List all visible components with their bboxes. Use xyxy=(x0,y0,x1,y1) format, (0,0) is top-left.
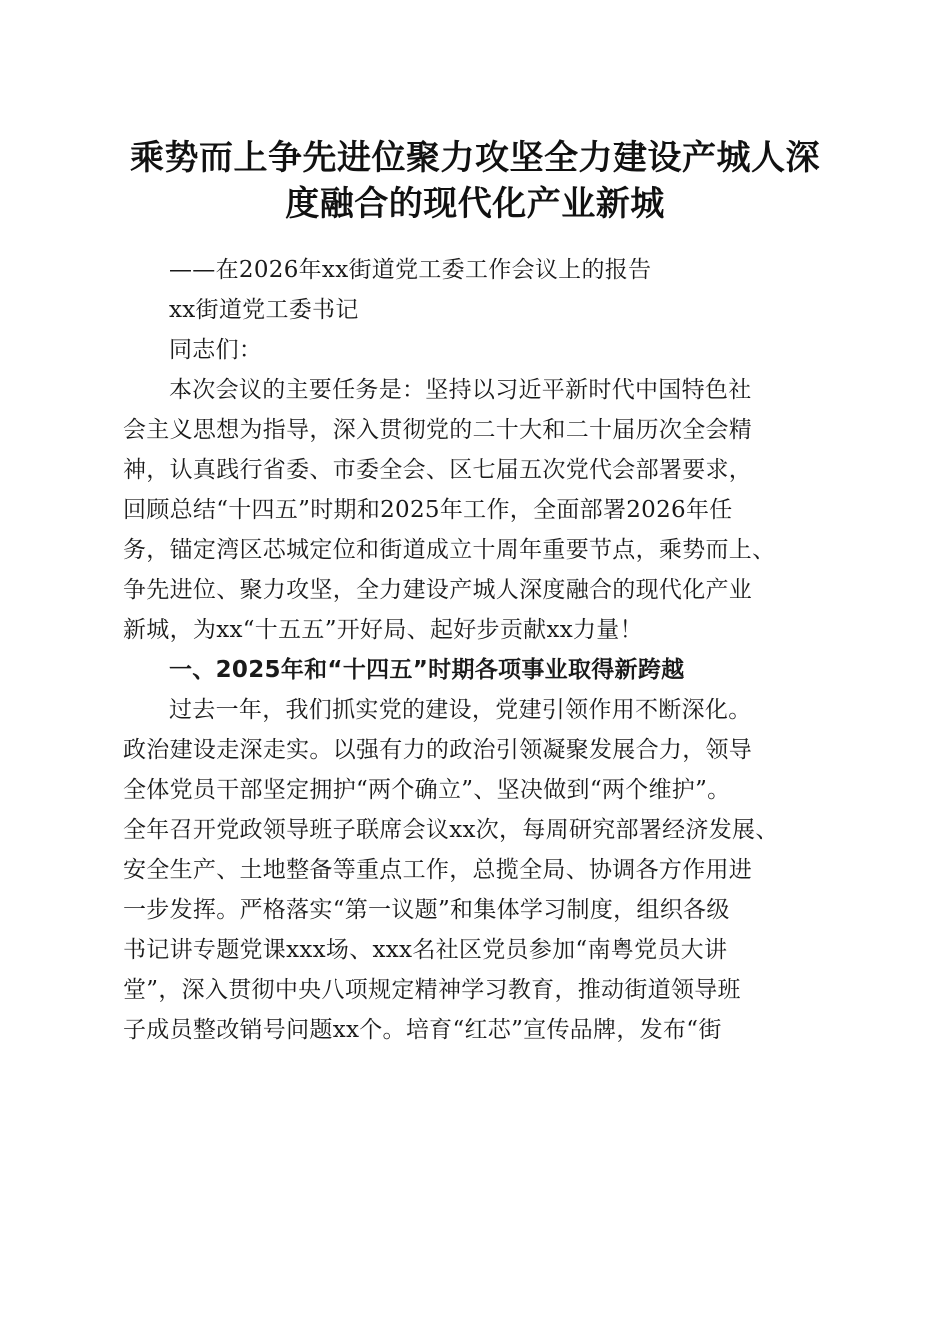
paragraph-line: 回顾总结“十四五”时期和2025年工作，全面部署2026年任 xyxy=(123,497,733,523)
section-heading: 一、2025年和“十四五”时期各项事业取得新跨越 xyxy=(169,657,685,683)
title-line-2: 度融合的现代化产业新城 xyxy=(285,184,665,224)
paragraph-line: 政治建设走深走实。以强有力的政治引领凝聚发展合力，领导 xyxy=(123,737,753,763)
paragraph-line: 过去一年，我们抓实党的建设，党建引领作用不断深化。 xyxy=(169,697,752,723)
author: xx街道党工委书记 xyxy=(169,297,359,323)
document-body xyxy=(123,250,843,1050)
subtitle: ——在2026年xx街道党工委工作会议上的报告 xyxy=(169,257,652,283)
paragraph-line: 全年召开党政领导班子联席会议xx次，每周研究部署经济发展、 xyxy=(123,817,779,843)
paragraph-line: 神，认真践行省委、市委全会、区七届五次党代会部署要求， xyxy=(123,457,753,483)
paragraph-line: 书记讲专题党课xxx场、xxx名社区党员参加“南粤党员大讲 xyxy=(123,937,728,963)
paragraph-line: 一步发挥。严格落实“第一议题”和集体学习制度，组织各级 xyxy=(123,897,730,923)
salutation: 同志们： xyxy=(169,337,263,363)
paragraph-line: 争先进位、聚力攻坚，全力建设产城人深度融合的现代化产业 xyxy=(123,577,753,603)
paragraph-line: 会主义思想为指导，深入贯彻党的二十大和二十届历次全会精 xyxy=(123,417,753,443)
document-title xyxy=(100,135,850,227)
title-line-1: 乘势而上争先进位聚力攻坚全力建设产城人深 xyxy=(130,138,820,178)
paragraph-2 xyxy=(123,690,843,1050)
paragraph-line: 子成员整改销号问题xx个。培育“红芯”宣传品牌，发布“街 xyxy=(123,1017,722,1043)
paragraph-1 xyxy=(123,370,843,650)
paragraph-line: 本次会议的主要任务是：坚持以习近平新时代中国特色社 xyxy=(169,377,752,403)
paragraph-line: 全体党员干部坚定拥护“两个确立”、坚决做到“两个维护”。 xyxy=(123,777,731,803)
paragraph-line: 新城，为xx“十五五”开好局、起好步贡献xx力量！ xyxy=(123,617,643,643)
paragraph-line: 堂”，深入贯彻中央八项规定精神学习教育，推动街道领导班 xyxy=(123,977,741,1003)
paragraph-line: 安全生产、土地整备等重点工作，总揽全局、协调各方作用进 xyxy=(123,857,753,883)
paragraph-line: 务，锚定湾区芯城定位和街道成立十周年重要节点，乘势而上、 xyxy=(123,537,776,563)
